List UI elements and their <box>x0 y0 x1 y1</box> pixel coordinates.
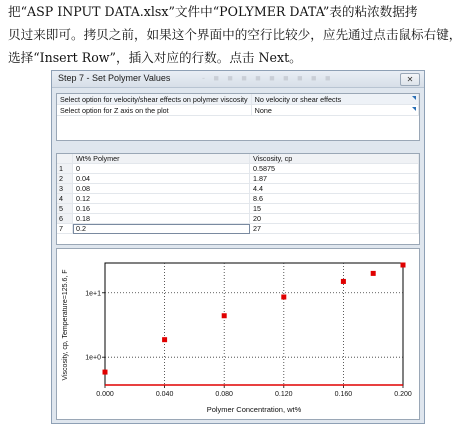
y-axis-label: Viscosity, cp, Temperature=125.6, F <box>62 269 69 381</box>
cell-wt[interactable]: 0.16 <box>73 204 250 214</box>
x-tick-label: 0.160 <box>334 391 353 398</box>
data-point <box>162 337 167 342</box>
column-header-wt[interactable]: Wt% Polymer <box>73 154 250 164</box>
cell-viscosity[interactable]: 20 <box>250 214 419 224</box>
row-number: 7 <box>57 224 73 234</box>
column-header-viscosity[interactable]: Viscosity, cp <box>250 154 419 164</box>
polymer-values-dialog <box>51 70 425 424</box>
plot-area <box>105 263 403 385</box>
dialog-titlebar[interactable] <box>52 71 424 88</box>
viscosity-chart <box>57 249 419 419</box>
cell-viscosity[interactable]: 27 <box>250 224 419 234</box>
plot-panel <box>56 248 420 420</box>
dialog-title: Step 7 - Set Polymer Values <box>58 73 171 83</box>
cell-viscosity[interactable]: 1.87 <box>250 174 419 184</box>
row-number: 3 <box>57 184 73 194</box>
doc-line-3: 选择“Insert Row”，插入对应的行数。点击 Next。 <box>8 50 302 65</box>
cell-wt[interactable]: 0.04 <box>73 174 250 184</box>
option-select-velocity[interactable] <box>251 94 418 105</box>
option-value: No velocity or shear effects <box>254 94 342 104</box>
option-value: None <box>254 105 272 115</box>
cell-viscosity[interactable]: 0.5875 <box>250 164 419 174</box>
row-number: 4 <box>57 194 73 204</box>
y-tick-label: 1e+0 <box>85 354 101 362</box>
x-tick-label: 0.200 <box>394 391 412 398</box>
cell-wt[interactable]: 0.08 <box>73 184 250 194</box>
cell-viscosity[interactable]: 15 <box>250 204 419 214</box>
x-tick-label: 0.080 <box>215 391 233 398</box>
table-row[interactable] <box>57 194 419 204</box>
option-label: Select option for velocity/shear effects on polymer viscosity <box>57 94 251 105</box>
row-number-header <box>57 154 73 164</box>
document-text <box>8 0 468 69</box>
cell-wt[interactable]: 0 <box>73 164 250 174</box>
option-row-velocity[interactable] <box>57 94 419 105</box>
cell-viscosity[interactable]: 8.6 <box>250 194 419 204</box>
cell-wt[interactable]: 0.18 <box>73 214 250 224</box>
doc-line-2: 贝过来即可。拷贝之前，如果这个界面中的空行比较少，应先通过点击鼠标右键， <box>8 27 462 42</box>
x-tick-label: 0.040 <box>155 391 174 398</box>
row-number: 5 <box>57 204 73 214</box>
data-point <box>401 262 406 267</box>
doc-line-1: 把“ASP INPUT DATA.xlsx”文件中“POLYMER DATA”表的粘浓数据拷 <box>8 4 418 19</box>
row-number: 6 <box>57 214 73 224</box>
data-point <box>103 370 108 375</box>
table-row[interactable] <box>57 164 419 174</box>
option-select-z-axis[interactable] <box>251 105 418 116</box>
cell-wt[interactable]: 0.2 <box>73 224 250 234</box>
data-point <box>371 271 376 276</box>
cell-viscosity[interactable]: 4.4 <box>250 184 419 194</box>
table-header-row <box>57 154 419 164</box>
polymer-table[interactable] <box>57 154 419 234</box>
x-tick-label: 0.000 <box>96 391 114 398</box>
options-panel <box>56 93 420 141</box>
options-table <box>57 94 419 116</box>
row-number: 2 <box>57 174 73 184</box>
data-point <box>281 295 286 300</box>
option-label: Select option for Z axis on the plot <box>57 105 251 116</box>
data-point <box>222 313 227 318</box>
option-row-z-axis[interactable] <box>57 105 419 116</box>
faint-caption: - ■ ■ ■ ■ ■ ■ ■ ■ ■ <box>202 73 334 83</box>
x-axis-label: Polymer Concentration, wt% <box>206 405 302 414</box>
x-tick-label: 0.120 <box>275 391 293 398</box>
row-number: 1 <box>57 164 73 174</box>
data-point <box>341 279 346 284</box>
polymer-data-grid[interactable] <box>56 153 420 245</box>
table-row[interactable] <box>57 204 419 214</box>
dropdown-arrow-icon[interactable] <box>412 107 416 111</box>
cell-wt[interactable]: 0.12 <box>73 194 250 204</box>
dropdown-arrow-icon[interactable] <box>412 96 416 100</box>
table-row[interactable] <box>57 174 419 184</box>
table-row[interactable] <box>57 184 419 194</box>
close-button[interactable]: ✕ <box>400 73 420 86</box>
y-tick-label: 1e+1 <box>85 290 101 298</box>
table-row[interactable] <box>57 214 419 224</box>
table-row[interactable] <box>57 224 419 234</box>
